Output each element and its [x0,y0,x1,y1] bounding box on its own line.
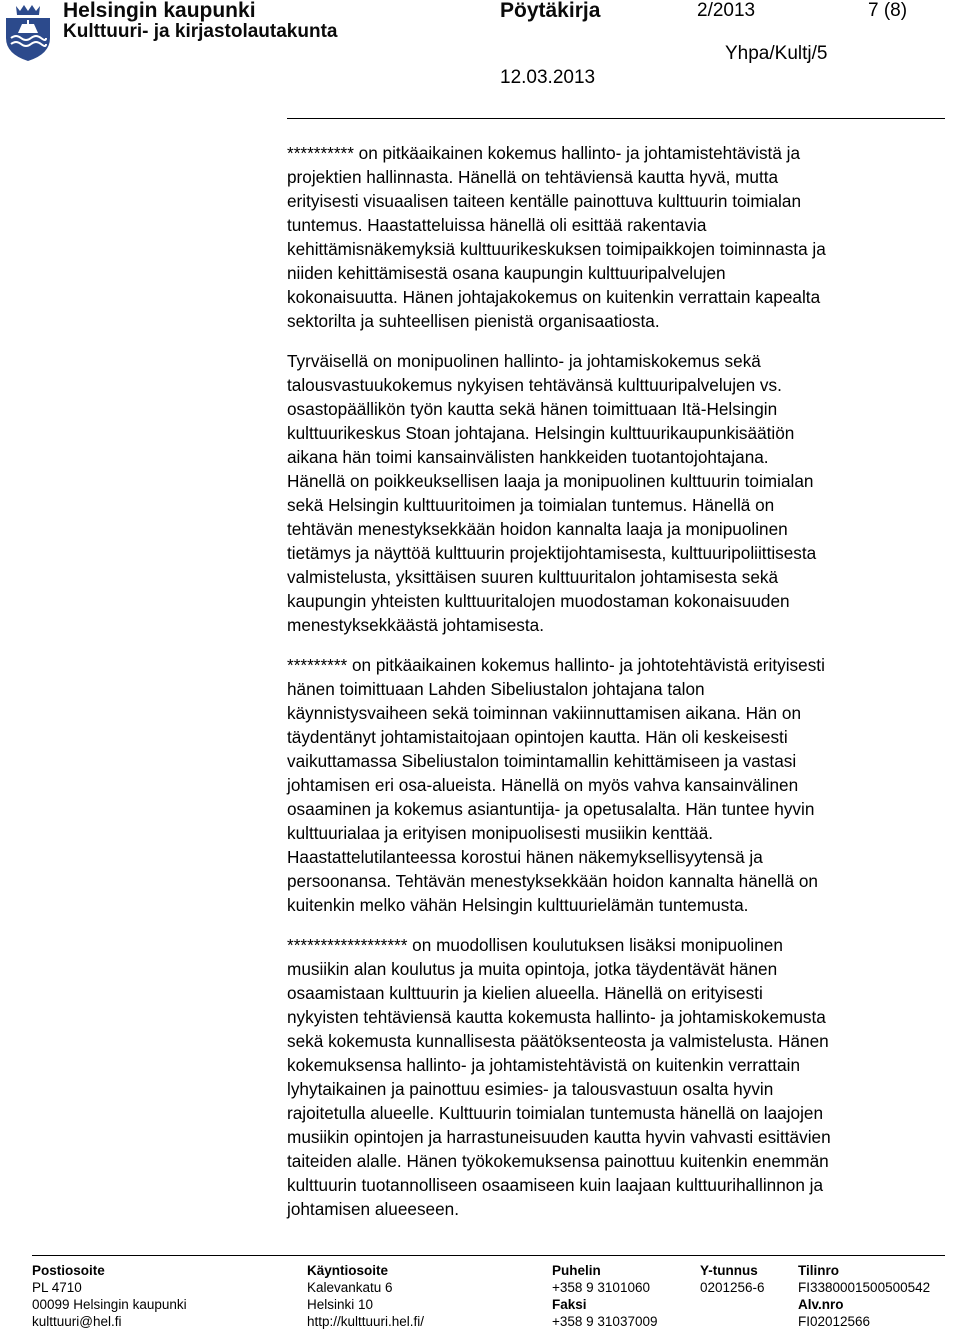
text-line: ********* on pitkäaikainen kokemus hallinto- ja johtotehtävistä erityisesti [287,655,825,675]
text-line: kuitenkin melko vähän Helsingin kulttuurielämän tuntemusta. [287,895,749,915]
text-line: tuntemus. Haastatteluissa hänellä oli esittää rakentavia [287,215,707,235]
paragraph [287,141,957,333]
text-line: osaaminen ja kokemus asiantuntija- ja opetusalalta. Hän tuntee hyvin [287,799,815,819]
text-line: kulttuurialaa ja erityisen monipuolisesti musiikin kenttää. [287,823,714,843]
helsinki-crest-icon [2,2,54,62]
text-line: aikana hän toimi kansainvälisten hankkeiden tuotantojohtajana. [287,447,769,467]
text-line: valmistelusta, yksittäisen suuren kulttuuritalon johtamisesta sekä [287,567,779,587]
paragraph [287,933,957,1221]
footer-text: Kalevankatu 6 [307,1280,393,1295]
document-body [287,141,957,1237]
footer-heading: Postiosoite [32,1263,105,1278]
text-line: tietämys ja näyttöä kulttuurin projektijohtamisesta, kulttuuripoliittisesta [287,543,817,563]
paragraph [287,349,957,637]
footer-text: PL 4710 [32,1280,82,1295]
text-line: osaamistaan kulttuurin ja kielien alueella. Hänellä on erityisesti [287,983,763,1003]
text-line: musiikin opintojen ja harrastuneisuuden kautta hyvin vahvasti esittävien [287,1127,831,1147]
text-line: projektien hallinnasta. Hänellä on tehtäviensä kautta hyvä, mutta [287,167,779,187]
footer-email-link[interactable]: kulttuuri@hel.fi [32,1314,122,1329]
text-line: nykyisten tehtäviensä kautta kokemusta hallinto- ja johtamiskokemusta [287,1007,826,1027]
text-line: Haastattelutilanteessa korostui hänen näkemyksellisyytensä ja [287,847,763,867]
text-line: sekä kokemusta kunnallisesta päätöksenteosta ja valmistelusta. Hänen [287,1031,829,1051]
text-line: ****************** on muodollisen koulutuksen lisäksi monipuolinen [287,935,783,955]
page-number: 7 (8) [868,0,908,21]
text-line: kulttuurin tuotannolliseen osaamiseen kuin laajaan kulttuurihallinnon ja [287,1175,824,1195]
footer-text: +358 9 3101060 [552,1280,650,1295]
footer-divider [32,1255,945,1256]
text-line: taiteiden alalle. Hänen työkokemuksensa painottuu kuitenkin enemmän [287,1151,829,1171]
text-line: Tyrväisellä on monipuolinen hallinto- ja johtamiskokemus sekä [287,351,761,371]
text-line: vaikuttamassa Sibeliustalon toimintamallin kehittämiseen ja vastasi [287,751,797,771]
footer-heading: Käyntiosoite [307,1263,389,1278]
text-line: kehittämisnäkemyksiä kulttuurikeskuksen toimipaikkojen toiminnasta ja [287,239,826,259]
text-line: sekä Helsingin kulttuuritoimen ja toimialan tuntemus. Hänellä on [287,495,775,515]
paragraph [287,653,957,917]
text-line: musiikin alan koulutus ja muita opintoja, jotka täydentävät hänen [287,959,778,979]
footer-text: FI02012566 [798,1314,871,1329]
text-line: johtamisen eri osa-alueista. Hänellä on myös vahva kansainvälinen [287,775,799,795]
meeting-date: 12.03.2013 [500,67,596,88]
footer-text: Helsinki 10 [307,1297,374,1312]
text-line: kaupungin yhteisten kulttuuritalojen muodostaman kokonaisuuden [287,591,790,611]
text-line: erityisesti visuaalisen taiteen kentälle painottuva kulttuurin toimialan [287,191,801,211]
footer-phone [552,1262,657,1330]
footer-heading: Alv.nro [798,1297,844,1312]
text-line: täydentänyt johtamistaitojaan opintojen kautta. Hän oli keskeisesti [287,727,788,747]
footer-heading: Faksi [552,1297,587,1312]
committee-name: Kulttuuri- ja kirjastolautakunta [63,21,338,42]
footer-visiting-address [307,1262,424,1330]
text-line: osastopäällikön työn kautta sekä hänen toimittuaan Itä-Helsingin [287,399,778,419]
document-type: Pöytäkirja [500,0,601,22]
text-line: kokemuksensa hallinto- ja johtamistehtävistä on kuitenkin verrattain [287,1055,801,1075]
footer-heading: Puhelin [552,1263,601,1278]
text-line: Hänellä on poikkeuksellisen laaja ja monipuolinen kulttuurin toimialan [287,471,814,491]
footer-heading: Tilinro [798,1263,840,1278]
text-line: tehtävän menestyksekkään hoidon kannalta laaja ja monipuolinen [287,519,788,539]
text-line: sektorilta ja suhteellisen pienistä organisaatiosta. [287,311,660,331]
footer-account [798,1262,930,1330]
text-line: persoonansa. Tehtävän menestyksekkään hoidon kannalta hänellä on [287,871,818,891]
text-line: johtamisen alueeseen. [287,1199,459,1219]
document-reference: Yhpa/Kultj/5 [725,43,828,64]
text-line: menestyksekkäästä johtamisesta. [287,615,544,635]
text-line: lyhytaikainen ja painottuu esimies- ja talousvastuun osalta hyvin [287,1079,774,1099]
footer-heading: Y-tunnus [700,1263,758,1278]
text-line: hänen toimittuaan Lahden Sibeliustalon johtajana talon [287,679,705,699]
text-line: ********** on pitkäaikainen kokemus hallinto- ja johtamistehtävistä ja [287,143,801,163]
footer-text: +358 9 31037009 [552,1314,658,1329]
header-divider [287,118,945,119]
document-number: 2/2013 [697,0,756,21]
footer-business-id [700,1262,765,1296]
footer-text: 0201256-6 [700,1280,765,1295]
text-line: rajoitetulla alueelle. Kulttuurin toimialan tuntemusta hänellä on laajojen [287,1103,824,1123]
footer-postal-address [32,1262,187,1330]
text-line: talousvastuukokemus nykyisen tehtävänsä kulttuuripalvelujen vs. [287,375,782,395]
organization-name: Helsingin kaupunki [63,0,256,22]
footer-text: 00099 Helsingin kaupunki [32,1297,187,1312]
text-line: kokonaisuutta. Hänen johtajakokemus on kuitenkin verrattain kapealta [287,287,821,307]
footer-text: FI3380001500500542 [798,1280,931,1295]
footer-website-link[interactable]: http://kulttuuri.hel.fi/ [307,1314,425,1329]
text-line: niiden kehittämisestä osana kaupungin kulttuuripalvelujen [287,263,726,283]
text-line: käynnistysvaiheen sekä toiminnan vakiinnuttamisen aikana. Hän on [287,703,802,723]
text-line: kulttuurikeskus Stoan johtajana. Helsingin kulttuurikaupunkisäätiön [287,423,795,443]
